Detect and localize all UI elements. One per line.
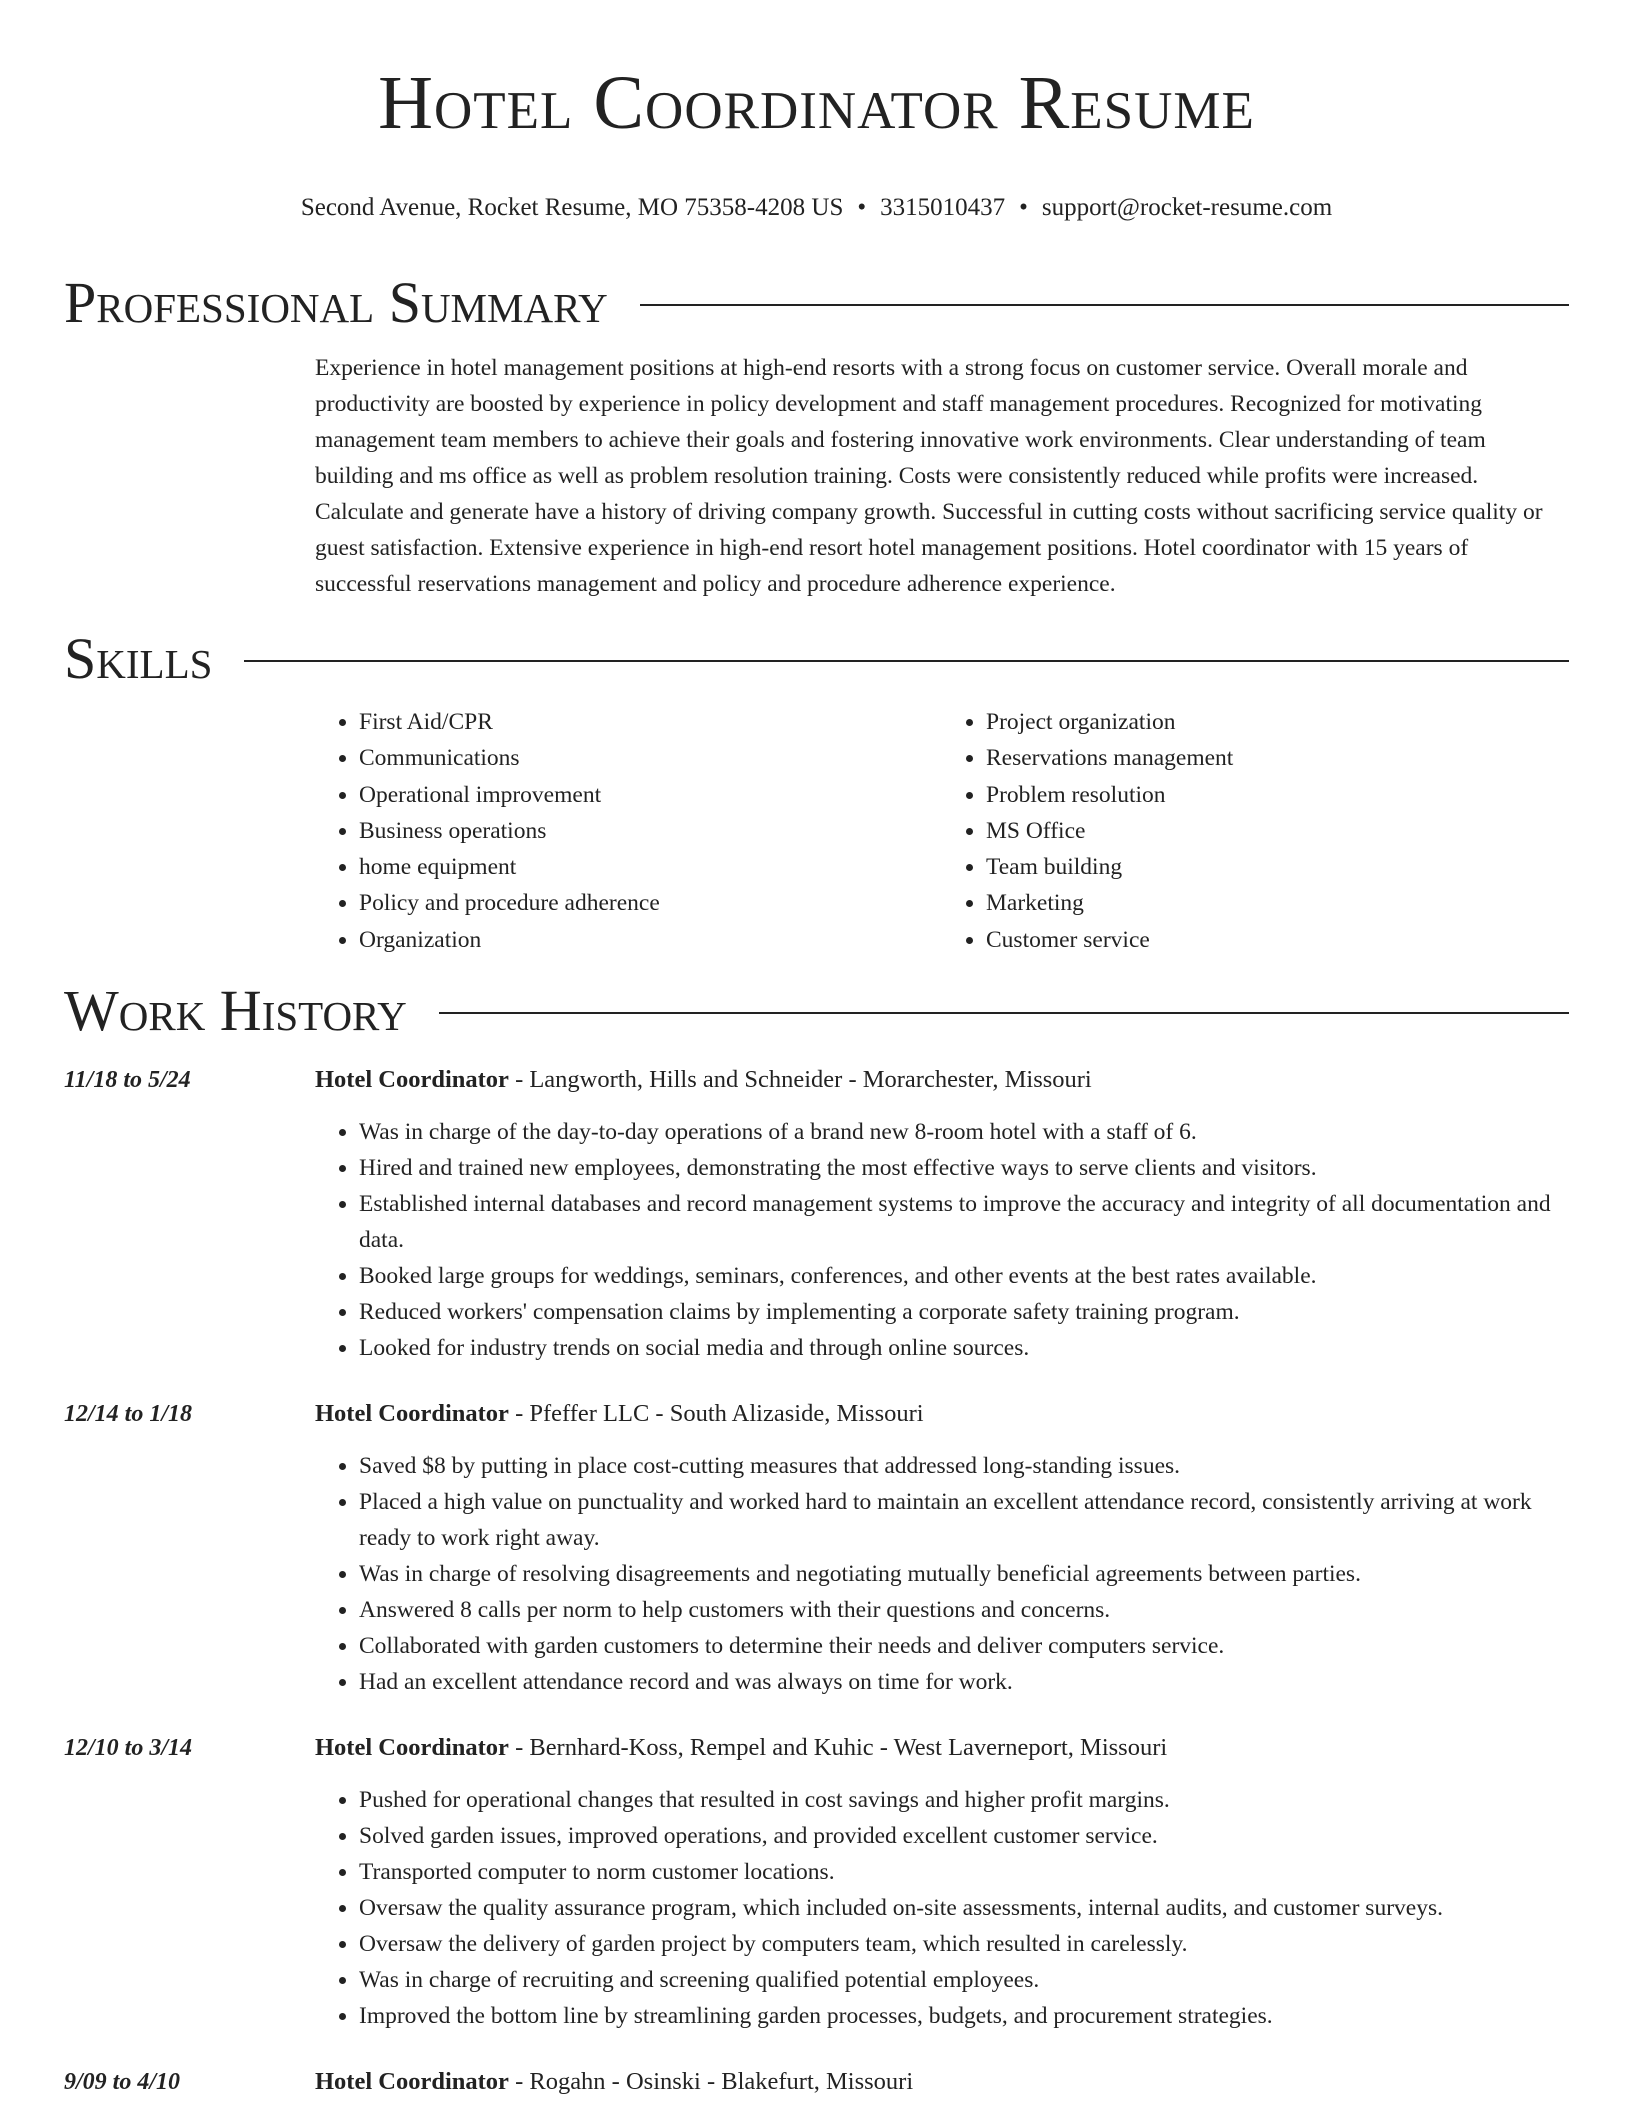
section-divider	[640, 304, 1569, 306]
skills-section-header	[64, 626, 1569, 692]
job-dates: 11/18 to 5/24	[64, 1067, 191, 1094]
job-bullet: • Hired and trained new employees, demonstrating the most effective ways to serve clients and visitors.	[359, 1150, 1569, 1186]
job-bullet: • Looked for industry trends on social media and through online sources.	[359, 1330, 1569, 1366]
job-bullet: • Saved $8 by putting in place cost-cutting measures that addressed long-standing issues.	[359, 1448, 1569, 1484]
skill-item: • Business operations	[359, 813, 942, 849]
skill-item: • Reservations management	[986, 740, 1569, 776]
skill-item: • Customer service	[986, 922, 1569, 958]
job-entry	[64, 2064, 1569, 2100]
skill-item: • First Aid/CPR	[359, 704, 942, 740]
skill-item: • MS Office	[986, 813, 1569, 849]
job-bullet: • Placed a high value on punctuality and worked hard to maintain an excellent attendance record, consistently arriving at work ready to work right away.	[359, 1484, 1569, 1556]
job-bullet: • Oversaw the delivery of garden project by computers team, which resulted in carelessly.	[359, 1926, 1569, 1962]
job-bullet: • Booked large groups for weddings, seminars, conferences, and other events at the best rates available.	[359, 1258, 1569, 1294]
section-heading: Work History	[64, 978, 407, 1044]
skill-item: • Operational improvement	[359, 777, 942, 813]
job-bullet: • Was in charge of resolving disagreements and negotiating mutually beneficial agreements between parties.	[359, 1556, 1569, 1592]
skill-item: • Team building	[986, 849, 1569, 885]
job-title-line	[315, 1396, 1569, 1432]
job-employer: - Langworth, Hills and Schneider - Morarchester, Missouri	[508, 1066, 1092, 1094]
job-bullet: • Solved garden issues, improved operations, and provided excellent customer service.	[359, 1818, 1569, 1854]
skill-item: • home equipment	[359, 849, 942, 885]
job-employer: - Bernhard-Koss, Rempel and Kuhic - West Laverneport, Missouri	[508, 1734, 1168, 1762]
job-dates: 12/10 to 3/14	[64, 1735, 193, 1762]
summary-section-header	[64, 270, 1569, 336]
job-bullets	[315, 1114, 1569, 1366]
job-title-line	[315, 1730, 1569, 1766]
section-divider	[439, 1012, 1569, 1014]
job-bullet: • Established internal databases and record management systems to improve the accuracy and integrity of all documentation and data.	[359, 1186, 1569, 1258]
summary-text: Experience in hotel management positions at high-end resorts with a strong focus on customer service. Overall morale and productivity are boosted by experience in policy development and staff management procedures. Recognized for motivating management team members to achieve their goals and fostering innovative work environments. Clear understanding of team building and ms office as well as problem resolution training. Costs were consistently reduced while profits were increased. Calculate and generate have a history of driving company growth. Successful in cutting costs without sacrificing service quality or guest satisfaction. Extensive experience in high-end resort hotel management positions. Hotel coordinator with 15 years of successful reservations management and policy and procedure adherence experience.	[315, 355, 1543, 597]
skills-column-left	[315, 704, 942, 958]
job-title: Hotel Coordinator	[315, 1400, 509, 1428]
job-entry	[64, 1062, 1569, 1366]
job-employer: - Rogahn - Osinski - Blakefurt, Missouri	[508, 2068, 914, 2096]
job-dates: 9/09 to 4/10	[64, 2069, 181, 2096]
job-bullets	[315, 1782, 1569, 2034]
job-content	[315, 1396, 1569, 1700]
job-bullet: • Pushed for operational changes that resulted in cost savings and higher profit margins.	[359, 1782, 1569, 1818]
job-title-line	[315, 2064, 1569, 2100]
job-bullet: • Improved the bottom line by streamlining garden processes, budgets, and procurement strategies.	[359, 1998, 1569, 2034]
job-bullet: • Had an excellent attendance record and was always on time for work.	[359, 1664, 1569, 1700]
job-content	[315, 1062, 1569, 1366]
work-history-section-header	[64, 978, 1569, 1044]
job-entry	[64, 1730, 1569, 2034]
job-employer: - Pfeffer LLC - South Alizaside, Missouri	[508, 1400, 924, 1428]
job-bullet: • Was in charge of recruiting and screening qualified potential employees.	[359, 1962, 1569, 1998]
job-title: Hotel Coordinator	[315, 1734, 509, 1762]
job-bullet: • Answered 8 calls per norm to help customers with their questions and concerns.	[359, 1592, 1569, 1628]
skill-item: • Communications	[359, 740, 942, 776]
separator: •	[1019, 194, 1028, 221]
section-heading: Skills	[64, 626, 213, 691]
skill-item: • Project organization	[986, 704, 1569, 740]
skills-list	[315, 704, 1569, 958]
skill-item: • Marketing	[986, 885, 1569, 921]
skill-item: • Problem resolution	[986, 777, 1569, 813]
job-entry	[64, 1396, 1569, 1700]
job-title: Hotel Coordinator	[315, 1066, 509, 1094]
section-heading: Professional Summary	[64, 270, 608, 335]
job-dates: 12/14 to 1/18	[64, 1401, 193, 1428]
job-content	[315, 2064, 1569, 2100]
job-bullet: • Reduced workers' compensation claims by implementing a corporate safety training program.	[359, 1294, 1569, 1330]
address: Second Avenue, Rocket Resume, MO 75358-4208 US	[300, 194, 844, 221]
skill-item: • Organization	[359, 922, 942, 958]
job-bullet: • Collaborated with garden customers to determine their needs and deliver computers service.	[359, 1628, 1569, 1664]
job-title: Hotel Coordinator	[315, 2068, 509, 2096]
phone: 3315010437	[880, 194, 1006, 221]
contact-line	[64, 192, 1569, 224]
job-bullets	[315, 1448, 1569, 1700]
section-divider	[244, 660, 1569, 662]
skill-item: • Policy and procedure adherence	[359, 885, 942, 921]
job-bullet: • Transported computer to norm customer locations.	[359, 1854, 1569, 1890]
job-content	[315, 1730, 1569, 2034]
job-title-line	[315, 1062, 1569, 1098]
skills-column-right	[942, 704, 1569, 958]
job-bullet: • Was in charge of the day-to-day operations of a brand new 8-room hotel with a staff of 6.	[359, 1114, 1569, 1150]
resume-title: Hotel Coordinator Resume	[378, 61, 1255, 145]
job-bullet: • Oversaw the quality assurance program, which included on-site assessments, internal audits, and customer surveys.	[359, 1890, 1569, 1926]
separator: •	[857, 194, 867, 221]
email: support@rocket-resume.com	[1041, 194, 1333, 221]
